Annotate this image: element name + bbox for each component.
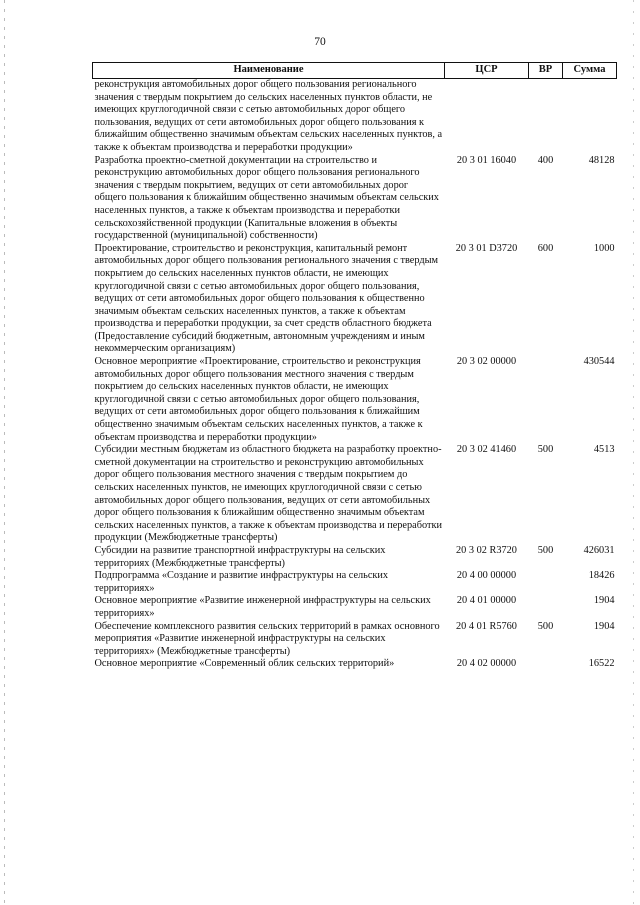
row-vr	[529, 79, 563, 155]
row-csr: 20 3 01 16040	[456, 154, 517, 166]
table-row	[93, 356, 617, 444]
table-row	[93, 621, 617, 659]
row-csr	[445, 79, 529, 155]
row-vr: 600	[537, 242, 554, 254]
row-name: Проектирование, строительство и реконструкция, капитальный ремонт автомобильных дорог общего пользования регионального значения с твердым покрытием до сельских населенных пунктов области, не имеющих круглогодичной связи с сетью автомобильных дорог общего пользования, ведущих от сети автомобильных дорог общего пользования к общественно значимым объектам сельских населенных пунктов, а также к объектам производства и переработки продукции, за счет средств областного бюджета (Предоставление субсидий бюджетным, автономным учреждениям и иным некоммерческим организациям)	[94, 242, 439, 355]
scan-edge-left	[4, 0, 5, 905]
row-vr	[529, 595, 563, 620]
row-name: Разработка проектно-сметной документации на строительство и реконструкцию автомобильных дорог общего пользования регионального значения с твердым покрытием, ведущих от сети автомобильных дорог общего пользования к ближайшим общественно значимым объектам сельских населенных пунктов, а также к объектам производства и переработки сельскохозяйственной продукции (Капитальные вложения в объекты государственной (муниципальной) собственности)	[94, 154, 439, 242]
row-name: Основное мероприятие «Проектирование, строительство и реконструкция автомобильных дорог общего пользования местного значения с твердым покрытием до сельских населенных пунктов области, не имеющих круглогодичной связи с сетью автомобильных дорог общего пользования, ведущих от сети автомобильных дорог общего пользования к ближайшим общественно значимым объектам сельских населенных пунктов, а также к объектам производства и переработки продукции»	[94, 356, 423, 443]
row-vr	[529, 356, 563, 444]
row-csr: 20 4 02 00000	[456, 658, 517, 670]
table-row	[93, 545, 617, 570]
table-row	[93, 658, 617, 671]
row-vr	[529, 658, 563, 671]
table-header-row	[93, 63, 617, 79]
row-name: реконструкция автомобильных дорог общего пользования регионального значения с твердым покрытием до сельских населенных пунктов области, не имеющих круглогодичной связи с сетью автомобильных дорог общего пользования, ведущих от сети автомобильных дорог общего пользования к ближайшим общественно значимым объектам сельских населенных пунктов, а также к объектам производства и переработки продукции»	[94, 79, 443, 153]
row-name: Основное мероприятие «Современный облик сельских территорий»	[94, 658, 395, 670]
table-row	[93, 243, 617, 356]
header-name: Наименование	[93, 63, 445, 79]
table-row	[93, 79, 617, 155]
row-csr: 20 4 01 R5760	[456, 620, 517, 632]
scan-edge-right	[633, 0, 634, 905]
row-vr: 400	[537, 154, 554, 166]
table-row	[93, 570, 617, 595]
row-sum: 1000	[593, 242, 615, 254]
row-vr: 500	[537, 444, 554, 456]
row-vr: 500	[537, 544, 554, 556]
row-name: Субсидии местным бюджетам из областного бюджета на разработку проектно-сметной документации на строительство и реконструкцию автомобильных дорог общего пользования местного значения с твердым покрытием до сельских населенных пунктов, не имеющих круглогодичной связи с сетью автомобильных дорог общего пользования, ведущих от сети автомобильных дорог общего пользования к ближайшим общественно значимым объектам сельских населенных пунктов, а также к объектам производства и переработки продукции (Межбюджетные трансферты)	[94, 444, 442, 544]
row-sum: 1904	[593, 595, 615, 607]
row-name: Обеспечение комплексного развития сельских территорий в рамках основного мероприятия «Развитие инженерной инфраструктуры на сельских территориях» (Межбюджетные трансферты)	[94, 620, 440, 657]
budget-table	[92, 62, 617, 671]
row-name: Основное мероприятие «Развитие инженерной инфраструктуры на сельских территориях»	[94, 595, 431, 619]
row-vr: 500	[537, 620, 554, 632]
table-row	[93, 155, 617, 243]
header-csr: ЦСР	[445, 63, 529, 79]
table-row	[93, 444, 617, 545]
row-sum: 1904	[593, 620, 615, 632]
row-sum: 4513	[593, 444, 615, 456]
row-sum: 16522	[588, 658, 615, 670]
row-name: Субсидии на развитие транспортной инфраструктуры на сельских территориях (Межбюджетные трансферты)	[94, 544, 386, 569]
row-csr: 20 3 02 00000	[456, 356, 517, 368]
table-row	[93, 595, 617, 620]
page-number: 70	[314, 36, 326, 48]
row-vr	[529, 570, 563, 595]
header-vr: ВР	[529, 63, 563, 79]
row-sum	[563, 79, 617, 155]
row-sum: 18426	[588, 570, 615, 582]
header-sum: Сумма	[563, 63, 617, 79]
row-csr: 20 4 01 00000	[456, 595, 517, 607]
row-sum: 430544	[583, 356, 615, 368]
row-csr: 20 4 00 00000	[456, 570, 517, 582]
row-sum: 48128	[588, 154, 615, 166]
row-name: Подпрограмма «Создание и развитие инфраструктуры на сельских территориях»	[94, 570, 389, 594]
row-csr: 20 3 01 D3720	[455, 242, 518, 254]
row-sum: 426031	[583, 544, 615, 556]
row-csr: 20 3 02 R3720	[456, 544, 517, 556]
row-csr: 20 3 02 41460	[456, 444, 517, 456]
